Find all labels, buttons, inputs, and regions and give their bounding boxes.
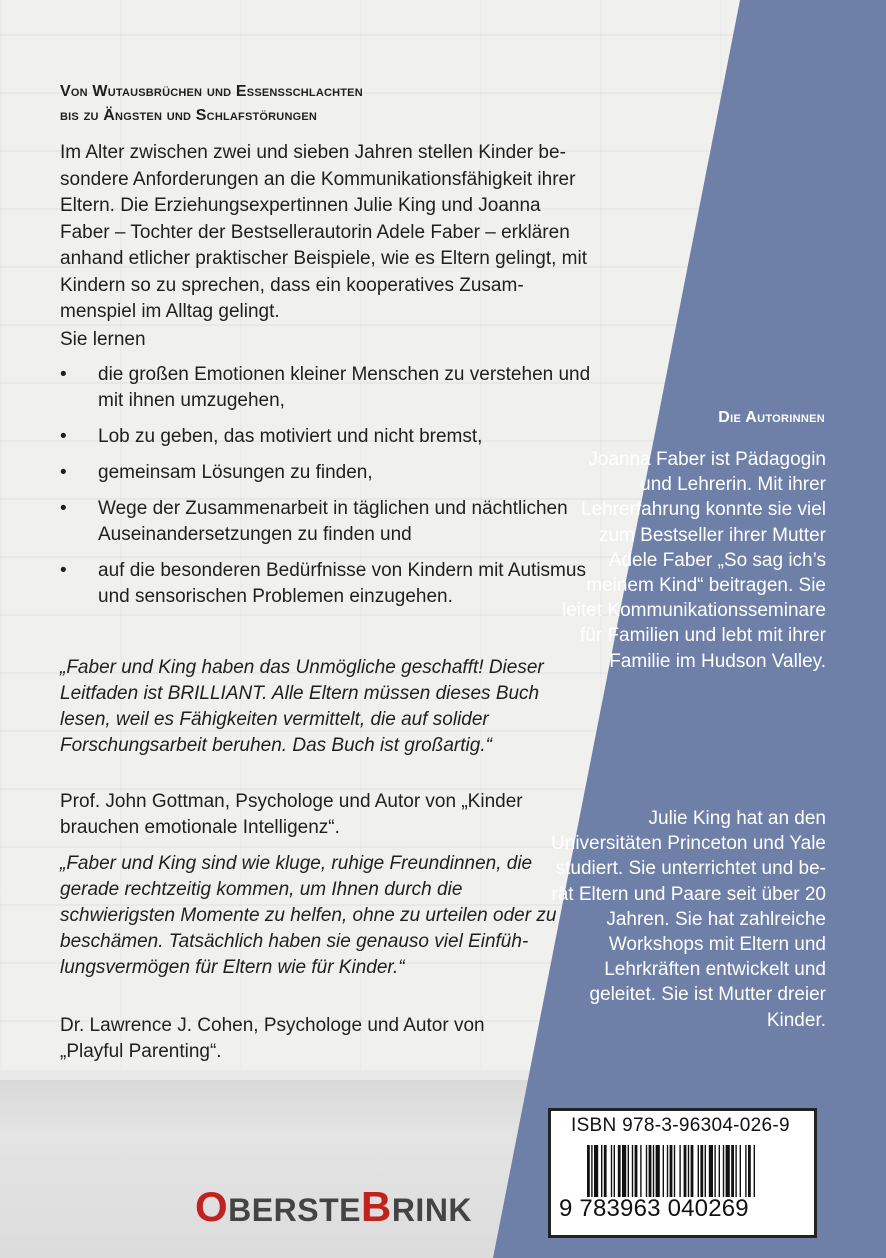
review-attribution-cohen: Dr. Lawrence J. Cohen, Psychologe und Autor von „Playful Parenting“. bbox=[60, 1015, 485, 1062]
list-item bbox=[60, 460, 620, 486]
intro-paragraph: Im Alter zwischen zwei und sieben Jahren stellen Kinder besondere Anforderungen an die Kommunikationsfähigkeit ihrer Eltern. Die Erziehungsexpertinnen Julie King und Joanna Faber – Tochter der Bestsellerautorin Adele Faber – erklären anhand etlicher praktischer Beispiele, wie es Eltern gelingt, mit Kindern so zu sprechen, dass ein kooperatives Zusammenspiel im Alltag gelingt. bbox=[60, 142, 587, 322]
logo-text-rink: RINK bbox=[391, 1192, 473, 1228]
learning-list bbox=[60, 362, 620, 620]
bullet-icon: • bbox=[60, 498, 67, 519]
logo-initial-o: O bbox=[195, 1183, 229, 1230]
list-item bbox=[60, 424, 620, 450]
author-bio-julie-king: Julie King hat an den Universitäten Princeton und Yale studiert. Sie unterrichtet und berät Eltern und Paare seit über 20 Jahren. Sie hat zahlreiche Workshops mit Eltern und Lehrkräften entwickelt und geleitet. Sie ist Mutter dreier Kinder. bbox=[551, 808, 826, 1031]
author-bio-joanna-faber: Joanna Faber ist Pädagogin und Lehrerin. Mit ihrer Lehrerfahrung konnte sie viel zum Bestseller ihrer Mutter Adele Faber „So sag ich’s meinem Kind“ beitragen. Sie leitet Kommunikationsseminare für Familien und lebt mit ihrer Familie im Hudson Valley. bbox=[561, 449, 826, 672]
bullet-icon: • bbox=[60, 560, 67, 581]
list-item-text: Wege der Zusammenarbeit in täglichen und nächtlichen Auseinandersetzungen zu finden und bbox=[98, 498, 568, 545]
list-item bbox=[60, 362, 620, 414]
headline-line-1: Von Wutausbrüchen und Essensschlachten bbox=[60, 83, 363, 100]
isbn-label: ISBN 978-3-96304-026-9 bbox=[571, 1115, 790, 1136]
review-quote-cohen: „Faber und King sind wie kluge, ruhige Freundinnen, die gerade rechtzeitig kommen, um Ihnen durch die schwierigsten Momente zu helfen, ohne zu urteilen oder zu beschämen. Tatsächlich haben sie genauso viel Einfühlungsvermögen für Eltern wie für Kinder.“ bbox=[60, 853, 557, 978]
list-item-text: die großen Emotionen kleiner Menschen zu verstehen und mit ihnen umzugehen, bbox=[98, 364, 591, 411]
list-item bbox=[60, 496, 620, 548]
logo-text-berste: BERSTE bbox=[228, 1192, 361, 1228]
list-item bbox=[60, 558, 620, 610]
isbn-barcode-box bbox=[548, 1108, 817, 1238]
list-item-text: Lob zu geben, das motiviert und nicht bremst, bbox=[98, 426, 483, 447]
list-item-text: auf die besonderen Bedürfnisse von Kindern mit Autismus und sensorischen Problemen einzugehen. bbox=[98, 560, 586, 607]
bullet-icon: • bbox=[60, 364, 67, 385]
bullet-icon: • bbox=[60, 426, 67, 447]
barcode-icon bbox=[587, 1145, 805, 1197]
list-item-text: gemeinsam Lösungen zu finden, bbox=[98, 462, 373, 483]
bullet-icon: • bbox=[60, 462, 67, 483]
authors-heading: Die Autorinnen bbox=[718, 409, 825, 426]
learn-label: Sie lernen bbox=[60, 329, 146, 350]
headline bbox=[60, 80, 540, 128]
logo-initial-b: B bbox=[360, 1183, 392, 1230]
publisher-logo bbox=[195, 1183, 472, 1231]
headline-line-2: bis zu Ängsten und Schlafstörungen bbox=[60, 107, 318, 124]
barcode-digits: 9 783963 040269 bbox=[559, 1195, 749, 1222]
review-quote-gottman: „Faber und King haben das Unmögliche geschafft! Dieser Leitfaden ist BRILLIANT. Alle Eltern müssen dieses Buch lesen, weil es Fähigkeiten vermittelt, die auf solider Forschungsarbeit beruhen. Das Buch ist großartig.“ bbox=[60, 657, 544, 756]
review-attribution-gottman: Prof. John Gottman, Psychologe und Autor von „Kinder brauchen emotionale Intelligenz“. bbox=[60, 791, 523, 838]
